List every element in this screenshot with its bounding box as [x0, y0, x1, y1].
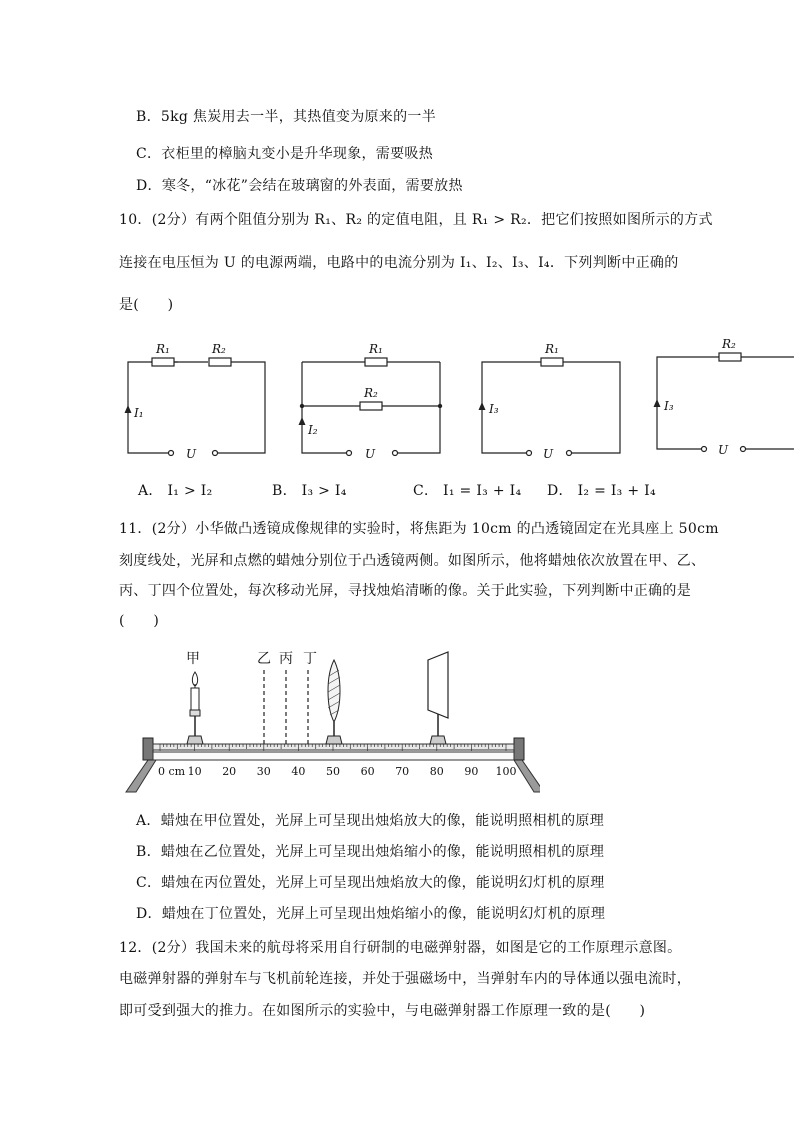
q12-stem-line1: 12．(2分）我国未来的航母将采用自行研制的电磁弹射器，如图是它的工作原理示意图。: [119, 940, 682, 956]
q11-option-b: B．蜡烛在乙位置处，光屏上可呈现出烛焰缩小的像，能说明照相机的原理: [136, 844, 605, 860]
q11-option-c: C．蜡烛在丙位置处，光屏上可呈现出烛焰放大的像，能说明幻灯机的原理: [136, 875, 605, 891]
q11-stem-line1: 11．(2分）小华做凸透镜成像规律的实验时，将焦距为 10cm 的凸透镜固定在光具座上 50cm: [119, 521, 719, 537]
circuit-a-r1-label: R₁: [156, 342, 170, 356]
circuit-c-u-label: U: [543, 447, 554, 461]
q11-option-a: A．蜡烛在甲位置处，光屏上可呈现出烛焰放大的像，能说明照相机的原理: [136, 813, 605, 829]
q11-stem-line2: 刻度线处，光屏和点燃的蜡烛分别位于凸透镜两侧。如图所示，他将蜡烛依次放置在甲、乙、: [119, 553, 706, 569]
q10-stem-line2: 连接在电压恒为 U 的电源两端，电路中的电流分别为 I₁、I₂、I₃、I₄．下列判断中正确的: [119, 255, 679, 271]
scale-tick-label: 0 cm: [158, 765, 186, 778]
circuit-b-r2-label: R₂: [364, 386, 378, 400]
convex-lens: [326, 660, 342, 744]
scale-tick-label: 40: [291, 765, 306, 778]
position-label-jia: 甲: [186, 651, 200, 667]
circuit-d-r2-label: R₂: [722, 337, 736, 351]
q10-circuit-diagrams: [0, 335, 794, 475]
scale-tick-label: 90: [464, 765, 479, 778]
circuit-a-u-label: U: [186, 447, 197, 461]
circuit-d-u-label: U: [718, 443, 729, 457]
q11-option-d: D．蜡烛在丁位置处，光屏上可呈现出烛焰缩小的像，能说明幻灯机的原理: [136, 906, 606, 922]
q12-stem-line3: 即可受到强大的推力。在如图所示的实验中，与电磁弹射器工作原理一致的是( ): [119, 1003, 646, 1019]
circuit-b-u-label: U: [365, 447, 376, 461]
circuit-d-i3-label: I₃: [664, 399, 674, 413]
scale-tick-label: 60: [360, 765, 375, 778]
circuit-b-r1-label: R₁: [369, 342, 383, 356]
optical-bench-diagram: [120, 640, 540, 800]
q9-option-b: B．5kg 焦炭用去一半，其热值变为原来的一半: [136, 109, 436, 125]
candle: [187, 672, 203, 744]
scale-tick-label: 70: [395, 765, 410, 778]
scale-tick-label: 30: [256, 765, 271, 778]
scale-tick-label: 20: [222, 765, 237, 778]
q10-stem-line3: 是( ): [119, 297, 174, 313]
q10-option-d: D． I₂ = I₃ + I₄: [547, 483, 656, 499]
q10-option-c: C． I₁ = I₃ + I₄: [413, 483, 522, 499]
scale-tick-label: 10: [187, 765, 202, 778]
q12-stem-line2: 电磁弹射器的弹射车与飞机前轮连接，并处于强磁场中，当弹射车内的导体通以强电流时，: [119, 971, 691, 987]
scale-tick-label: 100: [495, 765, 517, 778]
light-screen: [428, 652, 448, 744]
position-label-yi: 乙: [257, 651, 271, 667]
position-label-ding: 丁: [303, 651, 317, 667]
q11-stem-line3: 丙、丁四个位置处，每次移动光屏，寻找烛焰清晰的像。关于此实验，下列判断中正确的是: [119, 583, 691, 599]
position-label-bing: 丙: [279, 651, 293, 667]
q10-option-b: B． I₃ > I₄: [272, 483, 347, 499]
circuit-a-i1-label: I₁: [134, 406, 144, 420]
scale-tick-label: 50: [326, 765, 340, 778]
q10-stem-line1: 10．(2分）有两个阻值分别为 R₁、R₂ 的定值电阻，且 R₁ > R₂．把它们按照如图所示的方式: [119, 212, 713, 228]
q10-option-a: A． I₁ > I₂: [138, 483, 213, 499]
circuit-b-i2-label: I₂: [308, 423, 318, 437]
q11-stem-line4: ( ): [119, 613, 160, 629]
q9-option-c: C．衣柜里的樟脑丸变小是升华现象，需要吸热: [136, 146, 434, 162]
q9-option-d: D．寒冬，“冰花”会结在玻璃窗的外表面，需要放热: [136, 178, 463, 194]
circuit-c-i3-label: I₃: [489, 402, 499, 416]
scale-tick-label: 80: [429, 765, 444, 778]
circuit-c-r1-label: R₁: [545, 342, 559, 356]
circuit-a-r2-label: R₂: [212, 342, 226, 356]
